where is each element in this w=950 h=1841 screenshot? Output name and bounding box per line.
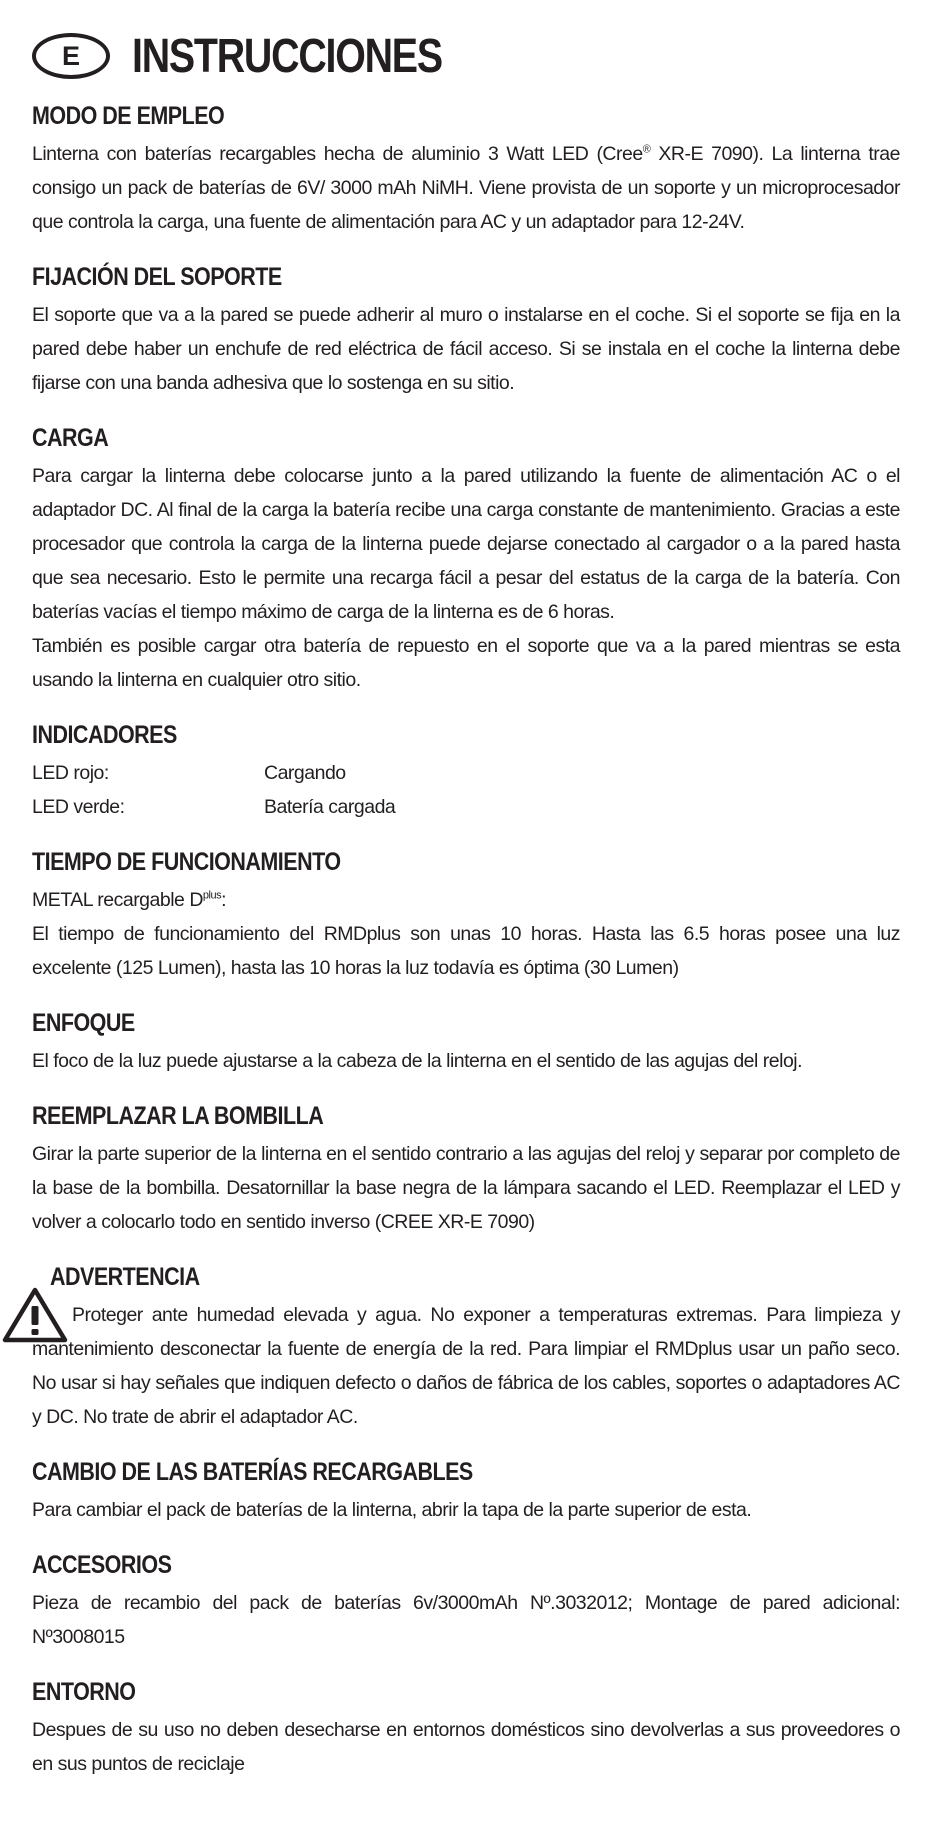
section-reemplazar-la-bombilla [32,1102,900,1239]
section-carga [32,424,900,697]
indicator-key: LED verde: [32,796,125,818]
section-title: MODO DE EMPLEO [32,102,225,130]
section-text: El tiempo de funcionamiento del RMDplus son unas 10 horas. Hasta las 6.5 horas posee una luz excelente (125 Lumen), hasta las 10 horas la luz todavía es óptima (30 Lumen) [32,923,900,979]
model-line [32,883,900,917]
title-row [32,20,900,92]
section-text: El soporte que va a la pared se puede adherir al muro o instalarse en el coche. Si el soporte se fija en la pared debe haber un enchufe de red eléctrica de fácil acceso. Si se instala en el coche la linterna debe fijarse con una banda adhesiva que lo sostenga en su sitio. [32,304,900,394]
section-text: Girar la parte superior de la linterna en el sentido contrario a las agujas del reloj y separar por completo de la base de la bombilla. Desatornillar la base negra de la lámpara sacando el LED. Reemplazar el LED y volver a colocarlo todo en sentido inverso (CREE XR-E 7090) [32,1143,900,1233]
text-part: Linterna con baterías recargables hecha de aluminio 3 Watt LED (Cree [32,143,643,165]
language-badge: E [32,33,110,79]
section-title: CAMBIO DE LAS BATERÍAS RECARGABLES [32,1458,473,1486]
section-text: Despues de su uso no deben desecharse en entornos domésticos sino devolverlas a sus proveedores o en sus puntos de reciclaje [32,1719,900,1775]
text-part: XR-E 7090). La linterna trae consigo un pack de baterías de 6V/ 3000 mAh NiMH. Viene provista de un soporte y un microprocesador que controla la carga, una fuente de alimentación para AC y un adaptador para 12-24V. [32,143,900,233]
section-title: ENFOQUE [32,1009,135,1037]
section-text: Para cambiar el pack de baterías de la linterna, abrir la tapa de la parte superior de esta. [32,1499,752,1521]
section-modo-de-empleo [32,102,900,239]
section-title: INDICADORES [32,721,177,749]
section-text: El foco de la luz puede ajustarse a la cabeza de la linterna en el sentido de las agujas del reloj. [32,1050,803,1072]
indicator-value: Cargando [264,762,346,784]
section-tiempo-de-funcionamiento [32,848,900,985]
section-enfoque [32,1009,900,1078]
section-accesorios [32,1551,900,1654]
section-text: Pieza de recambio del pack de baterías 6v/3000mAh Nº.3032012; Montage de pared adicional: Nº3008015 [32,1592,900,1648]
warning-triangle-icon [2,1287,68,1343]
instruction-page [32,20,900,1805]
section-text: También es posible cargar otra batería de repuesto en el soporte que va a la pared mientras se esta usando la linterna en cualquier otro sitio. [32,635,900,691]
section-text: Proteger ante humedad elevada y agua. No exponer a temperaturas extremas. Para limpieza y mantenimiento desconectar la fuente de energía de la red. Para limpiar el RMDplus usar un paño seco. No usar si hay señales que indiquen defecto o daños de fábrica de los cables, soportes o adaptadores AC y DC. No trate de abrir el adaptador AC. [32,1304,900,1428]
plus-superscript: plus [202,889,222,902]
page-title: INSTRUCCIONES [132,29,442,83]
text-part: METAL recargable D [32,889,203,911]
section-title: ADVERTENCIA [50,1263,200,1291]
section-title: CARGA [32,424,109,452]
section-title: ENTORNO [32,1678,136,1706]
section-entorno [32,1678,900,1781]
indicator-key: LED rojo: [32,762,109,784]
section-title: ACCESORIOS [32,1551,172,1579]
indicator-value: Batería cargada [264,796,396,818]
section-title: REEMPLAZAR LA BOMBILLA [32,1102,324,1130]
section-fijacion-del-soporte [32,263,900,400]
registered-mark: ® [642,143,651,156]
section-title: FIJACIÓN DEL SOPORTE [32,263,282,291]
text-part: : [221,889,227,911]
section-indicadores [32,721,900,824]
indicator-row [32,790,900,824]
section-title: TIEMPO DE FUNCIONAMIENTO [32,848,341,876]
section-advertencia [32,1263,900,1434]
section-text [32,137,900,239]
section-text: Para cargar la linterna debe colocarse junto a la pared utilizando la fuente de alimentación AC o el adaptador DC. Al final de la carga la batería recibe una carga constante de mantenimiento. Gracias a este procesador que controla la carga de la linterna puede dejarse conectado al cargador o a la pared hasta que sea necesario. Esto le permite una recarga fácil a pesar del estatus de la carga de la batería. Con baterías vacías el tiempo máximo de carga de la linterna es de 6 horas. [32,465,900,623]
indicator-row [32,756,900,790]
section-cambio-baterias [32,1458,900,1527]
